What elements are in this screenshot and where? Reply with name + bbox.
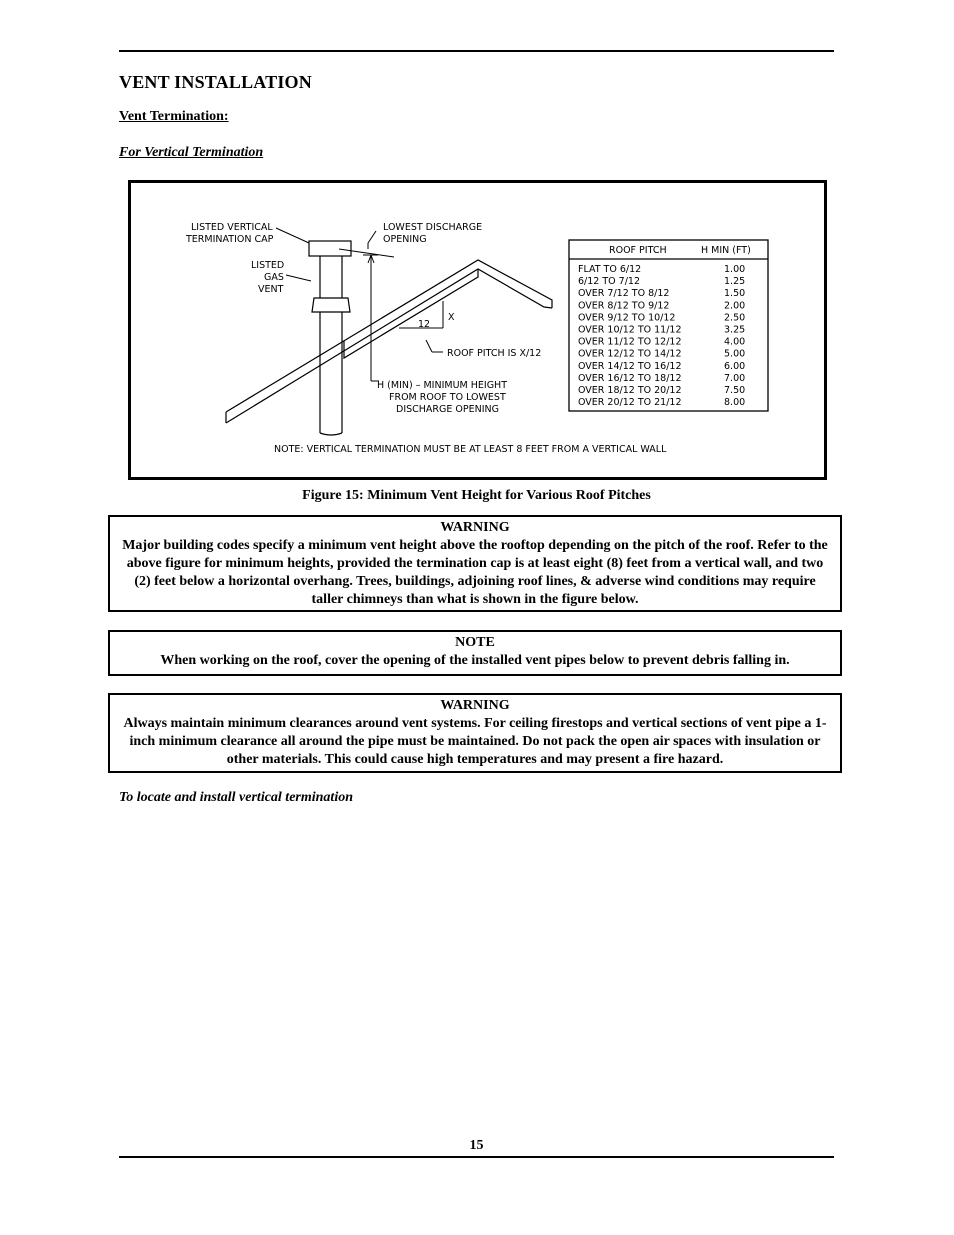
table-row-pitch: OVER 10/12 TO 11/12 xyxy=(578,324,682,336)
top-rule xyxy=(119,50,834,52)
warning-box-1 xyxy=(108,515,842,612)
note-box xyxy=(108,630,842,676)
vent-pipe-drawing xyxy=(309,241,351,435)
table-row-hmin: 5.00 xyxy=(724,348,746,360)
table-row-hmin: 2.00 xyxy=(724,300,746,312)
table-row-pitch: OVER 11/12 TO 12/12 xyxy=(578,336,682,348)
table-header-pitch: ROOF PITCH xyxy=(609,245,667,256)
label-discharge-2: OPENING xyxy=(383,234,427,245)
vent-diagram xyxy=(131,183,824,477)
table-row-pitch: 6/12 TO 7/12 xyxy=(578,276,640,288)
figure-note: NOTE: VERTICAL TERMINATION MUST BE AT LEAST 8 FEET FROM A VERTICAL WALL xyxy=(274,444,667,455)
warning-body: Major building codes specify a minimum vent height above the rooftop depending on the pitch of the roof. Refer to the above figure for minimum heights, provided the termination cap is at least eight (8) feet from a vertical wall, and two (2) feet below a horizontal overhang. Trees, buildings, adjoining roof lines, & adverse wind conditions may require taller chimneys than what is shown in the figure below. xyxy=(122,538,828,607)
table-row-pitch: OVER 16/12 TO 18/12 xyxy=(578,372,682,384)
pitch-table xyxy=(569,240,768,411)
table-row-pitch: OVER 14/12 TO 16/12 xyxy=(578,360,682,372)
warning-box-2 xyxy=(108,693,842,773)
table-row-hmin: 6.00 xyxy=(724,360,746,372)
table-row-pitch: OVER 12/12 TO 14/12 xyxy=(578,348,682,360)
table-header-hmin: H MIN (FT) xyxy=(701,245,751,256)
warning-title: WARNING xyxy=(440,520,510,535)
table-row-pitch: OVER 8/12 TO 9/12 xyxy=(578,300,670,312)
table-row-hmin: 8.00 xyxy=(724,397,746,409)
label-twelve: 12 xyxy=(418,319,431,330)
bottom-rule xyxy=(119,1156,834,1158)
subsubsection-heading: For Vertical Termination xyxy=(119,145,264,160)
table-row-hmin: 7.00 xyxy=(724,372,746,384)
note-title: NOTE xyxy=(455,635,495,650)
label-hmin-2: FROM ROOF TO LOWEST xyxy=(389,392,506,403)
table-row-pitch: OVER 20/12 TO 21/12 xyxy=(578,397,682,409)
label-cap-1: LISTED VERTICAL xyxy=(191,222,273,233)
table-row-pitch: FLAT TO 6/12 xyxy=(578,264,642,275)
label-hmin-1: H (MIN) – MINIMUM HEIGHT xyxy=(377,380,507,391)
locate-heading: To locate and install vertical termination xyxy=(119,790,353,805)
table-row-hmin: 4.00 xyxy=(724,336,746,348)
warning-title: WARNING xyxy=(440,698,510,713)
subsection-heading: Vent Termination: xyxy=(119,109,229,124)
warning-body: Always maintain minimum clearances around vent systems. For ceiling firestops and vertical sections of vent pipe a 1-inch minimum clearance all around the pipe must be maintained. Do not pack the open air spaces with insulation or other materials. This could cause high temperatures and may present a fire hazard. xyxy=(123,716,827,767)
label-cap-2: TERMINATION CAP xyxy=(186,234,274,245)
table-row-pitch: OVER 7/12 TO 8/12 xyxy=(578,288,670,300)
hmin-dimension xyxy=(363,255,379,381)
table-row-hmin: 1.00 xyxy=(724,264,746,275)
table-row-hmin: 3.25 xyxy=(724,324,746,336)
label-roof-pitch: ROOF PITCH IS X/12 xyxy=(447,348,542,359)
label-gasvent-3: VENT xyxy=(258,284,284,295)
section-heading: VENT INSTALLATION xyxy=(119,72,312,92)
table-row-hmin: 1.50 xyxy=(724,288,746,300)
label-x: X xyxy=(448,312,455,323)
vent-figure xyxy=(128,180,827,480)
table-row-pitch: OVER 9/12 TO 10/12 xyxy=(578,312,676,324)
label-hmin-3: DISCHARGE OPENING xyxy=(396,404,499,415)
table-row-hmin: 7.50 xyxy=(724,385,746,396)
label-discharge-1: LOWEST DISCHARGE xyxy=(383,222,483,233)
note-body: When working on the roof, cover the opening of the installed vent pipes below to prevent debris falling in. xyxy=(160,653,790,668)
page-number: 15 xyxy=(469,1138,484,1153)
figure-caption: Figure 15: Minimum Vent Height for Various Roof Pitches xyxy=(302,488,651,503)
table-row-hmin: 1.25 xyxy=(724,276,746,288)
label-gasvent-1: LISTED xyxy=(251,260,285,271)
label-gasvent-2: GAS xyxy=(264,272,284,283)
table-row-pitch: OVER 18/12 TO 20/12 xyxy=(578,385,682,396)
table-row-hmin: 2.50 xyxy=(724,312,746,324)
